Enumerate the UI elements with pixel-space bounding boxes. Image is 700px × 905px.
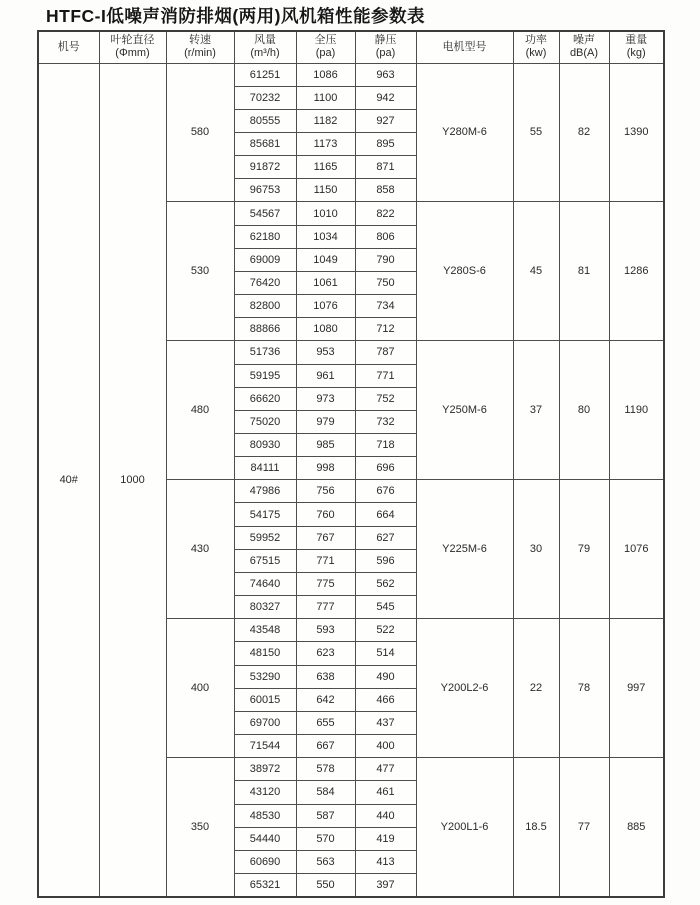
speed-cell: 480 [166,341,234,480]
airflow-cell: 65321 [234,873,296,897]
static-pressure-cell: 413 [355,850,416,873]
static-pressure-cell: 963 [355,63,416,86]
static-pressure-cell: 522 [355,619,416,642]
total-pressure-cell: 1049 [296,248,355,271]
airflow-cell: 96753 [234,179,296,202]
noise-cell: 77 [559,758,609,897]
motor-model-cell: Y200L1-6 [416,758,513,897]
static-pressure-cell: 466 [355,688,416,711]
airflow-cell: 59195 [234,364,296,387]
total-pressure-cell: 1010 [296,202,355,225]
speed-cell: 350 [166,758,234,897]
weight-cell: 1390 [609,63,664,202]
total-pressure-cell: 1061 [296,271,355,294]
motor-model-cell: Y280S-6 [416,202,513,341]
airflow-cell: 69700 [234,711,296,734]
total-pressure-cell: 584 [296,781,355,804]
noise-cell: 81 [559,202,609,341]
col-header-motor-model [416,31,513,63]
total-pressure-cell: 1080 [296,318,355,341]
airflow-cell: 84111 [234,457,296,480]
col-header-power [513,31,559,63]
static-pressure-cell: 514 [355,642,416,665]
static-pressure-cell: 562 [355,572,416,595]
total-pressure-cell: 1100 [296,86,355,109]
static-pressure-cell: 752 [355,387,416,410]
total-pressure-cell: 587 [296,804,355,827]
machine-no-cell: 40# [38,63,99,897]
col-header-airflow [234,31,296,63]
static-pressure-cell: 750 [355,271,416,294]
col-header-unit: (m³/h) [250,47,280,60]
weight-cell: 997 [609,619,664,758]
static-pressure-cell: 490 [355,665,416,688]
total-pressure-cell: 1165 [296,156,355,179]
weight-cell: 1190 [609,341,664,480]
static-pressure-cell: 787 [355,341,416,364]
table-body [38,63,664,897]
motor-model-cell: Y280M-6 [416,63,513,202]
table-header [38,31,664,63]
col-header-static-pressure [355,31,416,63]
col-header-unit: dB(A) [569,47,599,60]
total-pressure-cell: 667 [296,735,355,758]
static-pressure-cell: 718 [355,434,416,457]
weight-cell: 1286 [609,202,664,341]
total-pressure-cell: 767 [296,526,355,549]
col-header-label: 机号 [57,40,80,53]
airflow-cell: 75020 [234,410,296,433]
static-pressure-cell: 664 [355,503,416,526]
col-header-label: 静压 [374,34,397,47]
static-pressure-cell: 712 [355,318,416,341]
total-pressure-cell: 593 [296,619,355,642]
total-pressure-cell: 961 [296,364,355,387]
airflow-cell: 54567 [234,202,296,225]
power-cell: 30 [513,480,559,619]
static-pressure-cell: 732 [355,410,416,433]
power-cell: 45 [513,202,559,341]
noise-cell: 82 [559,63,609,202]
total-pressure-cell: 775 [296,572,355,595]
airflow-cell: 38972 [234,758,296,781]
total-pressure-cell: 979 [296,410,355,433]
col-header-total-pressure [296,31,355,63]
power-cell: 55 [513,63,559,202]
col-header-label: 全压 [314,34,337,47]
col-header-label: 噪声 [573,34,595,47]
total-pressure-cell: 973 [296,387,355,410]
static-pressure-cell: 545 [355,596,416,619]
total-pressure-cell: 756 [296,480,355,503]
total-pressure-cell: 1173 [296,132,355,155]
col-header-label: 电机型号 [442,40,487,53]
total-pressure-cell: 760 [296,503,355,526]
static-pressure-cell: 895 [355,132,416,155]
speed-cell: 580 [166,63,234,202]
total-pressure-cell: 777 [296,596,355,619]
col-header-unit: (r/min) [184,47,216,60]
table-row [38,63,664,86]
motor-model-cell: Y250M-6 [416,341,513,480]
col-header-label: 风量 [254,34,276,47]
col-header-label: 功率 [525,34,547,47]
col-header-impeller-diameter [99,31,166,63]
static-pressure-cell: 734 [355,295,416,318]
static-pressure-cell: 927 [355,109,416,132]
noise-cell: 80 [559,341,609,480]
col-header-unit: (pa) [315,47,336,60]
fan-spec-table [37,30,665,898]
static-pressure-cell: 627 [355,526,416,549]
total-pressure-cell: 550 [296,873,355,897]
airflow-cell: 70232 [234,86,296,109]
static-pressure-cell: 477 [355,758,416,781]
total-pressure-cell: 1150 [296,179,355,202]
static-pressure-cell: 440 [355,804,416,827]
total-pressure-cell: 985 [296,434,355,457]
total-pressure-cell: 563 [296,850,355,873]
speed-cell: 530 [166,202,234,341]
speed-cell: 400 [166,619,234,758]
total-pressure-cell: 638 [296,665,355,688]
static-pressure-cell: 397 [355,873,416,897]
airflow-cell: 71544 [234,735,296,758]
total-pressure-cell: 1086 [296,63,355,86]
total-pressure-cell: 1182 [296,109,355,132]
speed-cell: 430 [166,480,234,619]
static-pressure-cell: 696 [355,457,416,480]
static-pressure-cell: 942 [355,86,416,109]
weight-cell: 885 [609,758,664,897]
static-pressure-cell: 400 [355,735,416,758]
total-pressure-cell: 578 [296,758,355,781]
static-pressure-cell: 596 [355,549,416,572]
airflow-cell: 80555 [234,109,296,132]
motor-model-cell: Y200L2-6 [416,619,513,758]
total-pressure-cell: 570 [296,827,355,850]
col-header-noise [559,31,609,63]
total-pressure-cell: 1034 [296,225,355,248]
noise-cell: 78 [559,619,609,758]
total-pressure-cell: 642 [296,688,355,711]
total-pressure-cell: 623 [296,642,355,665]
static-pressure-cell: 806 [355,225,416,248]
page-title: HTFC-I低噪声消防排烟(两用)风机箱性能参数表 [46,6,425,26]
airflow-cell: 54440 [234,827,296,850]
airflow-cell: 88866 [234,318,296,341]
airflow-cell: 76420 [234,271,296,294]
airflow-cell: 61251 [234,63,296,86]
power-cell: 18.5 [513,758,559,897]
static-pressure-cell: 419 [355,827,416,850]
airflow-cell: 59952 [234,526,296,549]
airflow-cell: 51736 [234,341,296,364]
airflow-cell: 48530 [234,804,296,827]
airflow-cell: 80930 [234,434,296,457]
airflow-cell: 43548 [234,619,296,642]
static-pressure-cell: 461 [355,781,416,804]
static-pressure-cell: 771 [355,364,416,387]
static-pressure-cell: 790 [355,248,416,271]
static-pressure-cell: 676 [355,480,416,503]
col-header-label: 重量 [625,34,648,47]
col-header-unit: (kg) [626,47,646,60]
power-cell: 22 [513,619,559,758]
total-pressure-cell: 1076 [296,295,355,318]
airflow-cell: 82800 [234,295,296,318]
total-pressure-cell: 771 [296,549,355,572]
col-header-unit: (Φmm) [115,47,150,60]
airflow-cell: 60015 [234,688,296,711]
airflow-cell: 91872 [234,156,296,179]
col-header-unit: (kw) [525,47,547,60]
col-header-label: 转速 [189,34,211,47]
airflow-cell: 74640 [234,572,296,595]
airflow-cell: 43120 [234,781,296,804]
col-header-machine-no [38,31,99,63]
airflow-cell: 85681 [234,132,296,155]
col-header-speed [166,31,234,63]
total-pressure-cell: 998 [296,457,355,480]
col-header-unit: (pa) [375,47,396,60]
weight-cell: 1076 [609,480,664,619]
header-row [38,31,664,63]
static-pressure-cell: 437 [355,711,416,734]
airflow-cell: 80327 [234,596,296,619]
noise-cell: 79 [559,480,609,619]
motor-model-cell: Y225M-6 [416,480,513,619]
airflow-cell: 48150 [234,642,296,665]
total-pressure-cell: 953 [296,341,355,364]
power-cell: 37 [513,341,559,480]
airflow-cell: 60690 [234,850,296,873]
total-pressure-cell: 655 [296,711,355,734]
airflow-cell: 47986 [234,480,296,503]
col-header-weight [609,31,664,63]
airflow-cell: 66620 [234,387,296,410]
impeller-diameter-cell: 1000 [99,63,166,897]
airflow-cell: 62180 [234,225,296,248]
col-header-label: 叶轮直径 [110,34,155,47]
static-pressure-cell: 822 [355,202,416,225]
airflow-cell: 54175 [234,503,296,526]
airflow-cell: 67515 [234,549,296,572]
static-pressure-cell: 858 [355,179,416,202]
static-pressure-cell: 871 [355,156,416,179]
airflow-cell: 53290 [234,665,296,688]
airflow-cell: 69009 [234,248,296,271]
